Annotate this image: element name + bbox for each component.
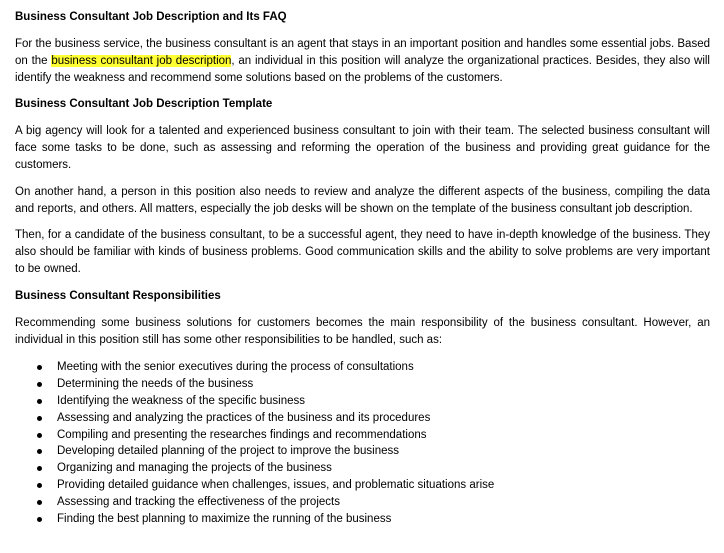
list-item-text: Determining the needs of the business: [57, 378, 254, 391]
list-item-text: Providing detailed guidance when challenges, issues, and problematic situations arise: [57, 478, 495, 491]
template-paragraph-2: On another hand, a person in this position also needs to review and analyze the different aspects of the business, compiling the data and reports, and others. All matters, especially the job desks will be shown on the template of the business consultant job description.: [15, 185, 710, 215]
bullet-icon: [37, 500, 42, 505]
list-item: [37, 511, 710, 528]
template-paragraph-1: A big agency will look for a talented and experienced business consultant to join with their team. The selected business consultant will face some tasks to be done, such as assessing and reforming the operation of the business and providing great guidance for the customers.: [15, 125, 710, 171]
list-item-text: Identifying the weakness of the specific business: [57, 394, 306, 407]
list-item-text: Compiling and presenting the researches findings and recommendations: [57, 428, 427, 441]
list-item-text: Meeting with the senior executives during the process of consultations: [57, 361, 414, 374]
list-item-text: Assessing and analyzing the practices of the business and its procedures: [57, 411, 431, 424]
highlighted-phrase: business consultant job description: [51, 54, 232, 67]
document-title: Business Consultant Job Description and Its FAQ: [15, 11, 287, 23]
list-item: [37, 376, 710, 393]
bullet-icon: [37, 365, 42, 370]
responsibilities-intro: Recommending some business solutions for customers becomes the main responsibility of the business consultant. However, an individual in this position still has some other responsibilities to be handled, such as:: [15, 316, 710, 346]
list-item-text: Finding the best planning to maximize the running of the business: [57, 512, 392, 525]
template-paragraph-3: Then, for a candidate of the business consultant, to be a successful agent, they need to have in-depth knowledge of the business. They also should be familiar with kinds of business problems. Good communication skills and the ability to solve problems are very important to be owned.: [15, 229, 710, 275]
list-item-text: Developing detailed planning of the project to improve the business: [57, 445, 400, 458]
list-item-text: Assessing and tracking the effectiveness of the projects: [57, 495, 340, 508]
list-item: [37, 460, 710, 477]
list-item: [37, 477, 710, 494]
bullet-icon: [37, 466, 42, 471]
list-item: [37, 494, 710, 511]
bullet-icon: [37, 483, 42, 488]
list-item: [37, 410, 710, 427]
list-item: [37, 359, 710, 376]
bullet-icon: [37, 399, 42, 404]
responsibilities-heading: Business Consultant Responsibilities: [15, 289, 221, 302]
intro-paragraph: [15, 36, 710, 86]
list-item-text: Organizing and managing the projects of the business: [57, 462, 332, 475]
intro-text-end: , an individual in this position will analyze the organizational practices. Besides, they also will identify the weakness and recommend some solutions based on the problems of the customers.: [15, 54, 710, 84]
bullet-icon: [37, 382, 42, 387]
bullet-icon: [37, 416, 42, 421]
list-item: [37, 443, 710, 460]
list-item: [37, 393, 710, 410]
bullet-icon: [37, 449, 42, 454]
bullet-icon: [37, 433, 42, 438]
responsibilities-list: [15, 359, 710, 527]
bullet-icon: [37, 517, 42, 522]
template-heading: Business Consultant Job Description Template: [15, 98, 273, 111]
intro-text-start: For the business service, the business consultant is an agent that stays in an important position and handles some essential jobs. Based on the: [15, 38, 710, 67]
list-item: [37, 427, 710, 444]
